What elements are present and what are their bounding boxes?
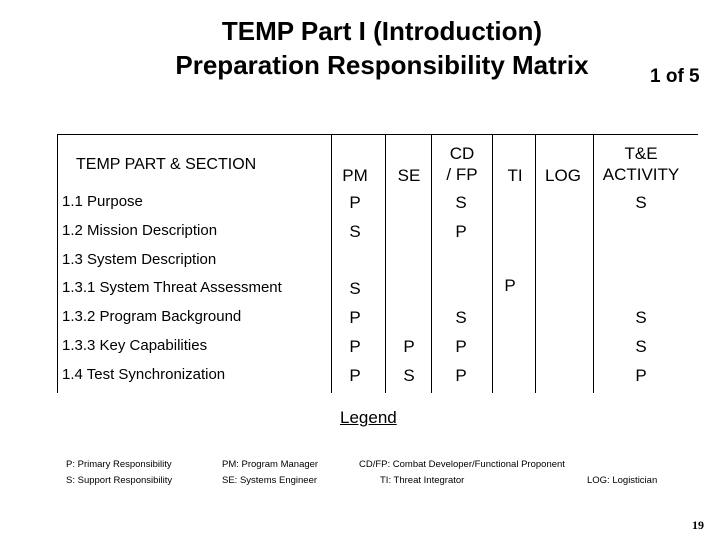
legend-threat-integrator: TI: Threat Integrator (380, 475, 465, 486)
cell-cdfp: P (455, 222, 467, 241)
legend-logistician: LOG: Logistician (587, 475, 658, 486)
matrix-row (58, 222, 698, 251)
title-line-2: Preparation Responsibility Matrix (175, 50, 589, 80)
matrix-row (58, 276, 698, 308)
cell-cdfp: P (455, 337, 467, 356)
row-label: 1.3.3 Key Capabilities (62, 337, 208, 354)
row-label: 1.2 Mission Description (62, 222, 218, 239)
header-te-line2: ACTIVITY (602, 165, 680, 184)
cell-se: S (403, 366, 415, 385)
responsibility-matrix (57, 134, 698, 393)
cell-cdfp: P (455, 366, 467, 385)
cell-pm: P (349, 308, 361, 327)
cell-te: S (635, 337, 647, 356)
row-label: 1.1 Purpose (62, 193, 143, 210)
cell-se: P (403, 337, 415, 356)
row-label: 1.3.2 Program Background (62, 308, 242, 325)
cell-te: S (635, 193, 647, 212)
cell-te: P (635, 366, 647, 385)
header-log: LOG (545, 166, 581, 185)
matrix-row (58, 193, 698, 222)
row-label: 1.3 System Description (62, 251, 217, 268)
header-cdfp-line2: / FP (446, 165, 478, 184)
row-label: 1.4 Test Synchronization (62, 366, 226, 383)
cell-pm: P (349, 193, 361, 212)
cell-te: S (635, 308, 647, 327)
cell-pm: S (349, 222, 361, 241)
header-se: SE (397, 166, 421, 185)
header-part-section: TEMP PART & SECTION (76, 156, 257, 173)
legend-combat-developer: CD/FP: Combat Developer/Functional Proponent (359, 459, 565, 470)
legend-program-manager: PM: Program Manager (222, 459, 319, 470)
slide-number: 19 (692, 518, 704, 532)
matrix-row (58, 366, 698, 393)
matrix-row (58, 308, 698, 337)
legend-support: S: Support Responsibility (66, 475, 173, 486)
title-line-1: TEMP Part I (Introduction) (221, 16, 543, 46)
cell-pm: P (349, 337, 361, 356)
header-ti: TI (507, 166, 523, 185)
header-te-line1: T&E (624, 144, 658, 163)
row-label: 1.3.1 System Threat Assessment (62, 279, 282, 296)
matrix-row (58, 251, 698, 280)
legend-primary: P: Primary Responsibility (66, 459, 172, 470)
cell-pm: S (349, 279, 361, 298)
matrix-row (58, 337, 698, 366)
cell-cdfp: S (455, 308, 467, 327)
page-indicator: 1 of 5 (650, 66, 700, 87)
cell-ti: P (504, 276, 516, 295)
legend-systems-engineer: SE: Systems Engineer (222, 475, 318, 486)
cell-pm: P (349, 366, 361, 385)
header-cdfp (436, 143, 488, 185)
page-title (0, 14, 720, 82)
cell-cdfp: S (455, 193, 467, 212)
header-pm: PM (342, 166, 368, 185)
header-cdfp-line1: CD (449, 144, 475, 163)
header-te-activity (593, 143, 689, 185)
legend-title: Legend (340, 408, 397, 427)
